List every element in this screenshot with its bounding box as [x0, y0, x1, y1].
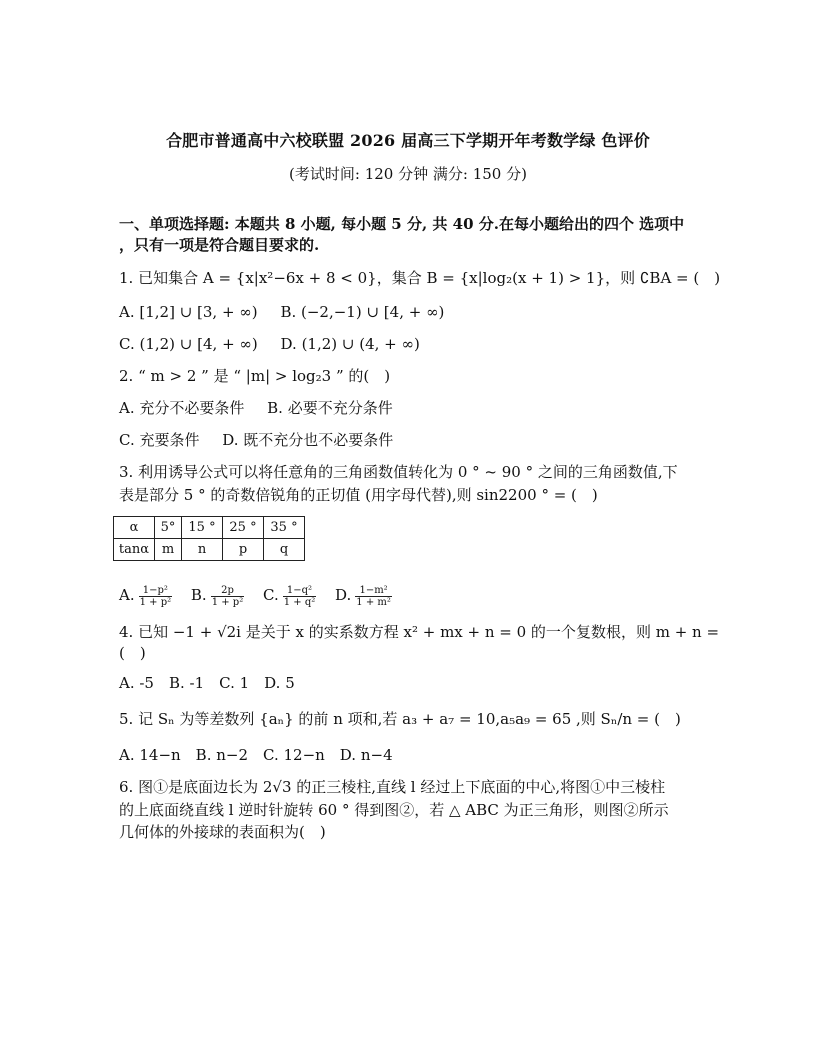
- table-row: [114, 517, 305, 539]
- question-1-stem: 1. 已知集合 A = {x|x²−6x + 8 < 0}，集合 B = {x|log₂(x + 1) > 1}，则 ∁BA = ( ): [119, 269, 721, 287]
- question-3-options: [119, 580, 406, 610]
- option-label: C.: [263, 586, 279, 604]
- question-1-option-c: C. (1,2) ∪ [4, + ∞): [119, 335, 258, 353]
- option-label: B.: [190, 586, 207, 604]
- question-6-stem: 6. 图①是底面边长为 2√3 的正三棱柱,直线 l 经过上下底面的中心,将图①中三棱柱: [119, 778, 666, 796]
- question-5-stem: 5. 记 Sₙ 为等差数列 {aₙ} 的前 n 项和,若 a₃ + a₇ = 10,a₅a₉ = 65 ,则 Sₙ/n = ( ): [119, 710, 681, 728]
- question-2-stem: 2. “ m > 2 ” 是 “ |m| > log₂3 ” 的( ): [119, 367, 391, 385]
- denominator: 1 + m²: [356, 596, 391, 608]
- fraction: [211, 585, 245, 608]
- numerator: 2p: [211, 585, 245, 597]
- question-2-option-c: C. 充要条件: [119, 431, 200, 449]
- question-4-options: A. -5 B. -1 C. 1 D. 5: [119, 674, 295, 692]
- denominator: 1 + p²: [139, 596, 172, 608]
- option-label: D.: [335, 586, 352, 604]
- question-2-option-d: D. 既不充分也不必要条件: [222, 431, 394, 449]
- page-title: 合肥市普通高中六校联盟 2026 届高三下学期开年考数学绿 色评价: [166, 131, 650, 150]
- question-3-stem: 3. 利用诱导公式可以将任意角的三角函数值转化为 0 ° ~ 90 ° 之间的三角函数值,下: [119, 463, 678, 481]
- denominator: 1 + q²: [283, 596, 316, 608]
- table-cell: 5°: [155, 517, 182, 539]
- numerator: 1−m²: [355, 585, 392, 597]
- table-row: [114, 539, 305, 561]
- table-cell: α: [114, 517, 155, 539]
- question-2-option-a: A. 充分不必要条件: [119, 399, 245, 417]
- question-3-stem-cont: 表是部分 5 ° 的奇数倍锐角的正切值 (用字母代替),则 sin2200 ° = ( ): [119, 486, 598, 504]
- question-3-option-c: [263, 580, 316, 610]
- question-4-stem-cont: ( ): [119, 644, 146, 662]
- tangent-table: [113, 516, 305, 561]
- table-cell: q: [264, 539, 305, 561]
- section-heading: 一、单项选择题: 本题共 8 小题, 每小题 5 分, 共 40 分.在每小题给出的四个 选项中: [119, 215, 685, 233]
- question-6-stem-cont: 的上底面绕直线 l 逆时针旋转 60 ° 得到图②，若 △ ABC 为正三角形，则图②所示: [119, 801, 669, 819]
- question-1-option-a: A. [1,2] ∪ [3, + ∞): [119, 303, 258, 321]
- question-3-option-b: [191, 580, 244, 610]
- fraction: [283, 585, 317, 608]
- question-1-options-row2: [119, 334, 438, 354]
- option-label: A.: [119, 586, 135, 604]
- table-cell: p: [223, 539, 264, 561]
- fraction: [139, 585, 173, 608]
- question-1-option-d: D. (1,2) ∪ (4, + ∞): [280, 335, 420, 353]
- table-cell: 35 °: [264, 517, 305, 539]
- table-cell: 15 °: [182, 517, 223, 539]
- denominator: 1 + p²: [211, 596, 244, 608]
- question-1-options-row1: [119, 302, 462, 322]
- question-3-option-d: [335, 580, 392, 610]
- question-4-stem: 4. 已知 −1 + √2i 是关于 x 的实系数方程 x² + mx + n = 0 的一个复数根，则 m + n =: [119, 623, 720, 641]
- question-6-stem-cont2: 几何体的外接球的表面积为( ): [119, 823, 326, 841]
- section-heading-cont: ，只有一项是符合题目要求的.: [119, 236, 320, 254]
- question-2-options-row2: [119, 430, 411, 450]
- numerator: 1−p²: [139, 585, 173, 597]
- numerator: 1−q²: [283, 585, 317, 597]
- question-3-option-a: [119, 580, 172, 610]
- table-cell: n: [182, 539, 223, 561]
- question-2-options-row1: [119, 398, 411, 418]
- exam-info: (考试时间: 120 分钟 满分: 150 分): [289, 165, 527, 183]
- question-1-option-b: B. (−2,−1) ∪ [4, + ∞): [280, 303, 445, 321]
- fraction: [355, 585, 392, 608]
- table-cell: tanα: [114, 539, 155, 561]
- table-cell: 25 °: [223, 517, 264, 539]
- question-2-option-b: B. 必要不充分条件: [267, 399, 393, 417]
- table-cell: m: [155, 539, 182, 561]
- question-5-options: A. 14−n B. n−2 C. 12−n D. n−4: [119, 746, 393, 764]
